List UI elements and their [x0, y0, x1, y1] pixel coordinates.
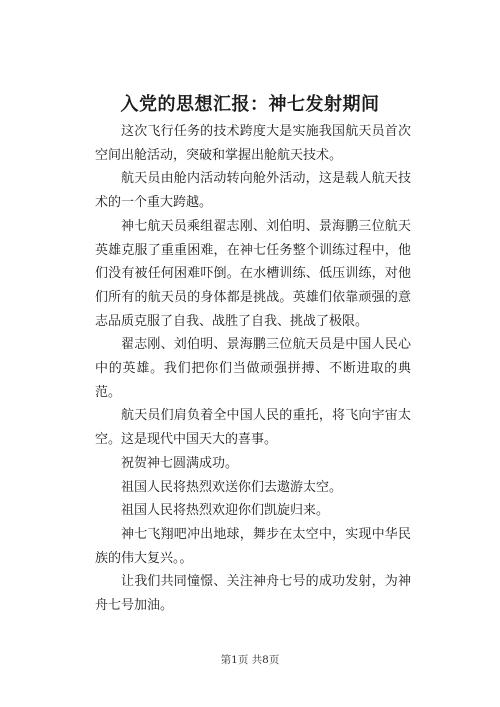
- paragraph-1: 这次飞行任务的技术跨度大是实施我国航天员首次空间出舱活动，突破和掌握出舱航天技术。: [95, 124, 411, 163]
- paragraph-7: 祖国人民将热烈欢送你们去遨游太空。: [121, 479, 343, 495]
- paragraph-8: 祖国人民将热烈欢迎你们凯旋归来。: [121, 503, 330, 519]
- paragraph-5: 航天员们肩负着全中国人民的重托，将飞向宇宙太空。这是现代中国天大的喜事。: [95, 408, 411, 448]
- document-body: [95, 120, 411, 618]
- page-number-footer: 第1页 共8页: [220, 654, 280, 666]
- document-title: 入党的思想汇报：神七发射期间: [120, 94, 380, 115]
- paragraph-6: 祝贺神七圆满成功。: [121, 455, 239, 471]
- paragraph-3: 神七航天员乘组翟志刚、刘伯明、景海鹏三位航天英雄克服了重重困难，在神七任务整个训练过程中，他们没有被任何困难吓倒。在水槽训练、低压训练，对他们所有的航天员的身体都是挑战。英雄们依靠顽强的意志品质克服了自我、战胜了自我、挑战了极限。: [95, 218, 411, 329]
- paragraph-10: 让我们共同憧憬、关注神舟七号的成功发射，为神舟七号加油。: [95, 574, 411, 614]
- paragraph-9: 神七飞翔吧冲出地球，舞步在太空中，实现中华民族的伟大复兴。。: [95, 526, 411, 566]
- paragraph-2: 航天员由舱内活动转向舱外活动，这是载人航天技术的一个重大跨越。: [95, 171, 411, 211]
- paragraph-4: 翟志刚、刘伯明、景海鹏三位航天员是中国人民心中的英雄。我们把你们当做顽强拼搏、不断进取的典范。: [95, 337, 411, 400]
